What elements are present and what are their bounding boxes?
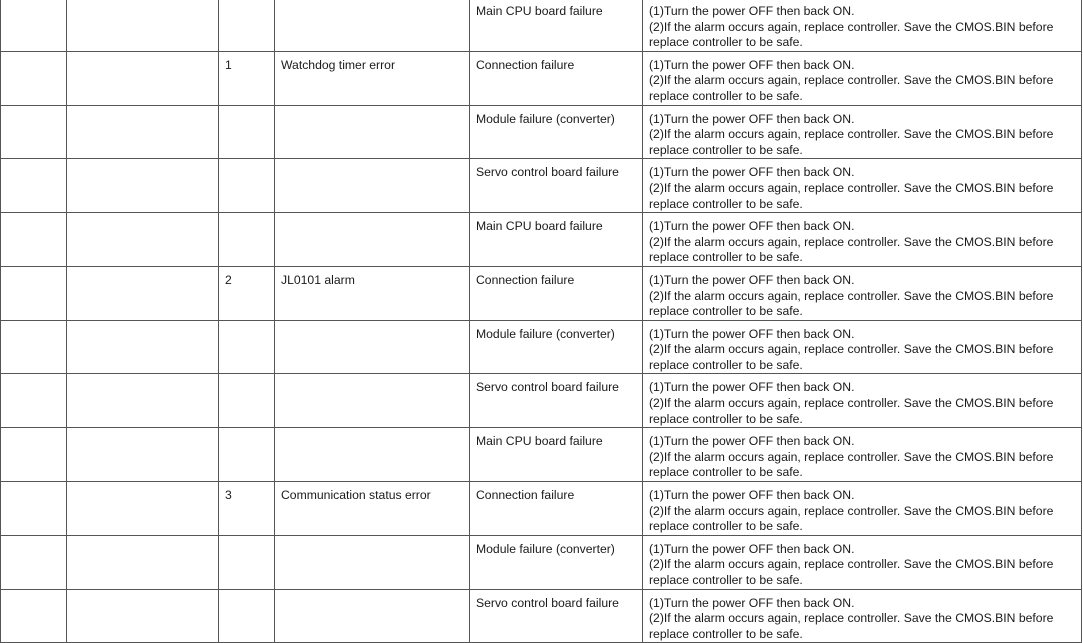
cause-cell: Module failure (converter) — [470, 105, 643, 159]
cause-cell: Servo control board failure — [470, 374, 643, 428]
error-name-cell — [275, 105, 470, 159]
remedy-step-1: (1)Turn the power OFF then back ON. — [649, 165, 855, 180]
cause-cell: Module failure (converter) — [470, 535, 643, 589]
blank-cell — [1, 213, 67, 267]
table-row — [1, 51, 1082, 105]
remedy-cell — [643, 428, 1082, 482]
error-name-cell — [275, 213, 470, 267]
table-row — [1, 159, 1082, 213]
blank-cell — [1, 0, 67, 51]
blank-cell — [67, 213, 219, 267]
remedy-step-2: (2)If the alarm occurs again, replace controller. Save the CMOS.BIN before replace controller to be safe. — [649, 127, 1054, 157]
remedy-cell — [643, 589, 1082, 643]
blank-cell — [1, 428, 67, 482]
remedy-step-1: (1)Turn the power OFF then back ON. — [649, 111, 855, 126]
remedy-step-2: (2)If the alarm occurs again, replace controller. Save the CMOS.BIN before replace controller to be safe. — [649, 449, 1054, 480]
error-name-cell — [275, 159, 470, 213]
remedy-cell — [643, 159, 1082, 213]
error-name-cell — [275, 374, 470, 428]
cause-cell: Main CPU board failure — [470, 0, 643, 51]
remedy-step-2: (2)If the alarm occurs again, replace controller. Save the CMOS.BIN before replace controller to be safe. — [649, 342, 1054, 372]
error-number-cell: 2 — [219, 266, 275, 320]
remedy-step-1: (1)Turn the power OFF then back ON. — [649, 488, 855, 503]
table-row — [1, 105, 1082, 159]
blank-cell — [67, 105, 219, 159]
table-row — [1, 482, 1082, 536]
alarm-table-body — [1, 0, 1082, 643]
cause-cell: Connection failure — [470, 266, 643, 320]
remedy-step-2: (2)If the alarm occurs again, replace controller. Save the CMOS.BIN before replace controller to be safe. — [649, 19, 1054, 50]
blank-cell — [1, 266, 67, 320]
error-number-cell — [219, 213, 275, 267]
error-number-cell — [219, 320, 275, 374]
blank-cell — [1, 105, 67, 159]
error-number-cell: 3 — [219, 482, 275, 536]
blank-cell — [1, 535, 67, 589]
error-name-cell — [275, 320, 470, 374]
remedy-cell — [643, 535, 1082, 589]
remedy-step-2: (2)If the alarm occurs again, replace controller. Save the CMOS.BIN before replace controller to be safe. — [649, 557, 1054, 587]
remedy-cell — [643, 374, 1082, 428]
table-row — [1, 589, 1082, 643]
blank-cell — [67, 51, 219, 105]
cause-cell: Servo control board failure — [470, 589, 643, 643]
error-name-cell — [275, 535, 470, 589]
remedy-step-2: (2)If the alarm occurs again, replace controller. Save the CMOS.BIN before replace controller to be safe. — [649, 288, 1054, 319]
remedy-step-2: (2)If the alarm occurs again, replace controller. Save the CMOS.BIN before replace controller to be safe. — [649, 234, 1054, 265]
remedy-step-1: (1)Turn the power OFF then back ON. — [649, 4, 855, 18]
blank-cell — [1, 374, 67, 428]
remedy-step-1: (1)Turn the power OFF then back ON. — [649, 326, 855, 341]
error-number-cell — [219, 374, 275, 428]
remedy-step-1: (1)Turn the power OFF then back ON. — [649, 541, 855, 556]
error-number-cell — [219, 428, 275, 482]
blank-cell — [67, 0, 219, 51]
blank-cell — [67, 266, 219, 320]
remedy-step-2: (2)If the alarm occurs again, replace controller. Save the CMOS.BIN before replace controller to be safe. — [649, 611, 1054, 641]
blank-cell — [1, 51, 67, 105]
table-row — [1, 374, 1082, 428]
remedy-step-2: (2)If the alarm occurs again, replace controller. Save the CMOS.BIN before replace controller to be safe. — [649, 180, 1054, 211]
table-row — [1, 0, 1082, 51]
remedy-cell — [643, 0, 1082, 51]
error-number-cell — [219, 535, 275, 589]
remedy-cell — [643, 51, 1082, 105]
blank-cell — [1, 589, 67, 643]
error-name-cell: Communication status error — [275, 482, 470, 536]
blank-cell — [67, 159, 219, 213]
table-row — [1, 320, 1082, 374]
remedy-cell — [643, 213, 1082, 267]
remedy-step-1: (1)Turn the power OFF then back ON. — [649, 434, 855, 449]
remedy-step-1: (1)Turn the power OFF then back ON. — [649, 272, 855, 287]
blank-cell — [67, 428, 219, 482]
cause-cell: Connection failure — [470, 51, 643, 105]
error-name-cell — [275, 0, 470, 51]
cause-cell: Connection failure — [470, 482, 643, 536]
error-name-cell — [275, 428, 470, 482]
blank-cell — [67, 374, 219, 428]
table-row — [1, 213, 1082, 267]
remedy-step-2: (2)If the alarm occurs again, replace controller. Save the CMOS.BIN before replace controller to be safe. — [649, 73, 1054, 103]
remedy-step-2: (2)If the alarm occurs again, replace controller. Save the CMOS.BIN before replace controller to be safe. — [649, 503, 1054, 534]
cause-cell: Main CPU board failure — [470, 428, 643, 482]
cause-cell: Module failure (converter) — [470, 320, 643, 374]
blank-cell — [1, 159, 67, 213]
error-number-cell: 1 — [219, 51, 275, 105]
error-name-cell: Watchdog timer error — [275, 51, 470, 105]
remedy-cell — [643, 105, 1082, 159]
remedy-step-1: (1)Turn the power OFF then back ON. — [649, 57, 855, 72]
table-row — [1, 428, 1082, 482]
error-number-cell — [219, 0, 275, 51]
error-number-cell — [219, 159, 275, 213]
blank-cell — [67, 535, 219, 589]
cause-cell: Servo control board failure — [470, 159, 643, 213]
blank-cell — [1, 482, 67, 536]
blank-cell — [67, 320, 219, 374]
error-number-cell — [219, 105, 275, 159]
remedy-step-1: (1)Turn the power OFF then back ON. — [649, 219, 855, 234]
error-number-cell — [219, 589, 275, 643]
blank-cell — [67, 589, 219, 643]
remedy-cell — [643, 320, 1082, 374]
table-row — [1, 535, 1082, 589]
cause-cell: Main CPU board failure — [470, 213, 643, 267]
remedy-cell — [643, 482, 1082, 536]
error-name-cell — [275, 589, 470, 643]
remedy-step-1: (1)Turn the power OFF then back ON. — [649, 380, 855, 395]
error-name-cell: JL0101 alarm — [275, 266, 470, 320]
remedy-cell — [643, 266, 1082, 320]
blank-cell — [1, 320, 67, 374]
table-row — [1, 266, 1082, 320]
remedy-step-2: (2)If the alarm occurs again, replace controller. Save the CMOS.BIN before replace controller to be safe. — [649, 396, 1054, 426]
remedy-step-1: (1)Turn the power OFF then back ON. — [649, 595, 855, 610]
blank-cell — [67, 482, 219, 536]
